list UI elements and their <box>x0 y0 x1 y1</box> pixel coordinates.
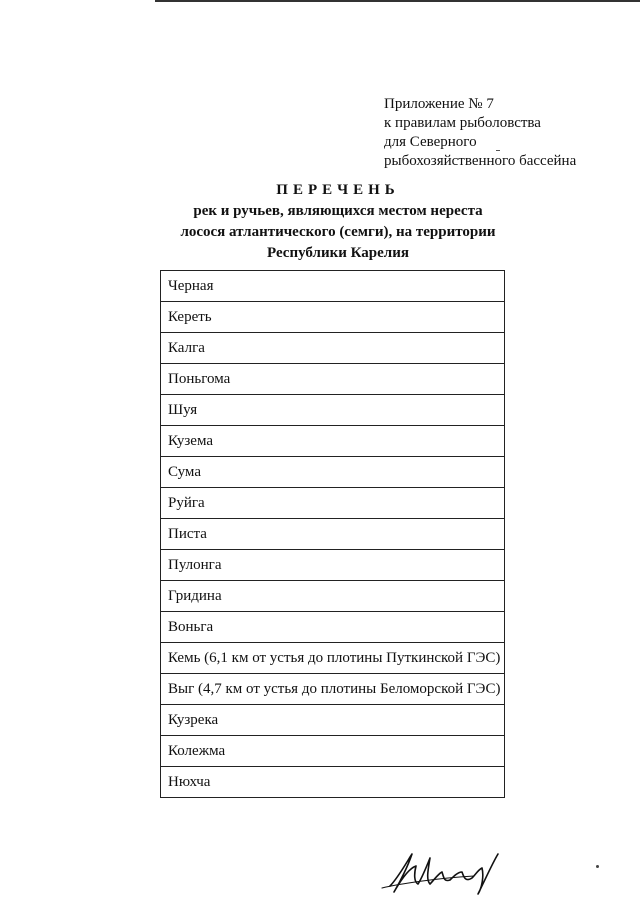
scan-speck <box>596 865 599 868</box>
table-row <box>161 457 505 488</box>
appendix-note <box>384 95 576 171</box>
river-name-cell: Поньгома <box>161 364 505 395</box>
table-row <box>161 488 505 519</box>
table-row <box>161 519 505 550</box>
river-name-cell: Кемь (6,1 км от устья до плотины Путкинской ГЭС) <box>161 643 505 674</box>
river-name-cell: Выг (4,7 км от устья до плотины Беломорской ГЭС) <box>161 674 505 705</box>
river-name-cell: Кереть <box>161 302 505 333</box>
appendix-region: для Северного <box>384 134 477 150</box>
handwritten-signature <box>378 848 518 898</box>
river-name-cell: Шуя <box>161 395 505 426</box>
table-row <box>161 395 505 426</box>
river-name-cell: Воньга <box>161 612 505 643</box>
river-name-cell: Колежма <box>161 736 505 767</box>
document-heading <box>0 180 640 263</box>
table-row <box>161 364 505 395</box>
appendix-rules: к правилам рыболовства <box>384 115 541 131</box>
table-row <box>161 426 505 457</box>
river-name-cell: Пулонга <box>161 550 505 581</box>
river-name-cell: Гридина <box>161 581 505 612</box>
table-row <box>161 643 505 674</box>
river-name-cell: Руйга <box>161 488 505 519</box>
river-name-cell: Сума <box>161 457 505 488</box>
table-row <box>161 271 505 302</box>
table-row <box>161 581 505 612</box>
table-row <box>161 674 505 705</box>
document-title: ПЕРЕЧЕНЬ <box>276 182 400 198</box>
river-name-cell: Писта <box>161 519 505 550</box>
river-name-cell: Кузрека <box>161 705 505 736</box>
river-name-cell: Калга <box>161 333 505 364</box>
scan-edge-line <box>155 0 640 2</box>
river-name-cell: Нюхча <box>161 767 505 798</box>
table-row <box>161 550 505 581</box>
scan-mark <box>496 150 500 151</box>
river-list-table <box>160 270 505 798</box>
document-subtitle-line-1: рек и ручьев, являющихся местом нереста <box>193 203 483 219</box>
table-row <box>161 612 505 643</box>
document-subtitle-line-3: Республики Карелия <box>267 245 409 261</box>
appendix-basin: рыбохозяйственного бассейна <box>384 153 577 169</box>
river-name-cell: Черная <box>161 271 505 302</box>
table-row <box>161 736 505 767</box>
table-row <box>161 333 505 364</box>
table-row <box>161 767 505 798</box>
appendix-number: Приложение № 7 <box>384 96 494 112</box>
document-subtitle-line-2: лосося атлантического (семги), на территории <box>180 224 496 240</box>
table-row <box>161 705 505 736</box>
river-name-cell: Кузема <box>161 426 505 457</box>
table-row <box>161 302 505 333</box>
